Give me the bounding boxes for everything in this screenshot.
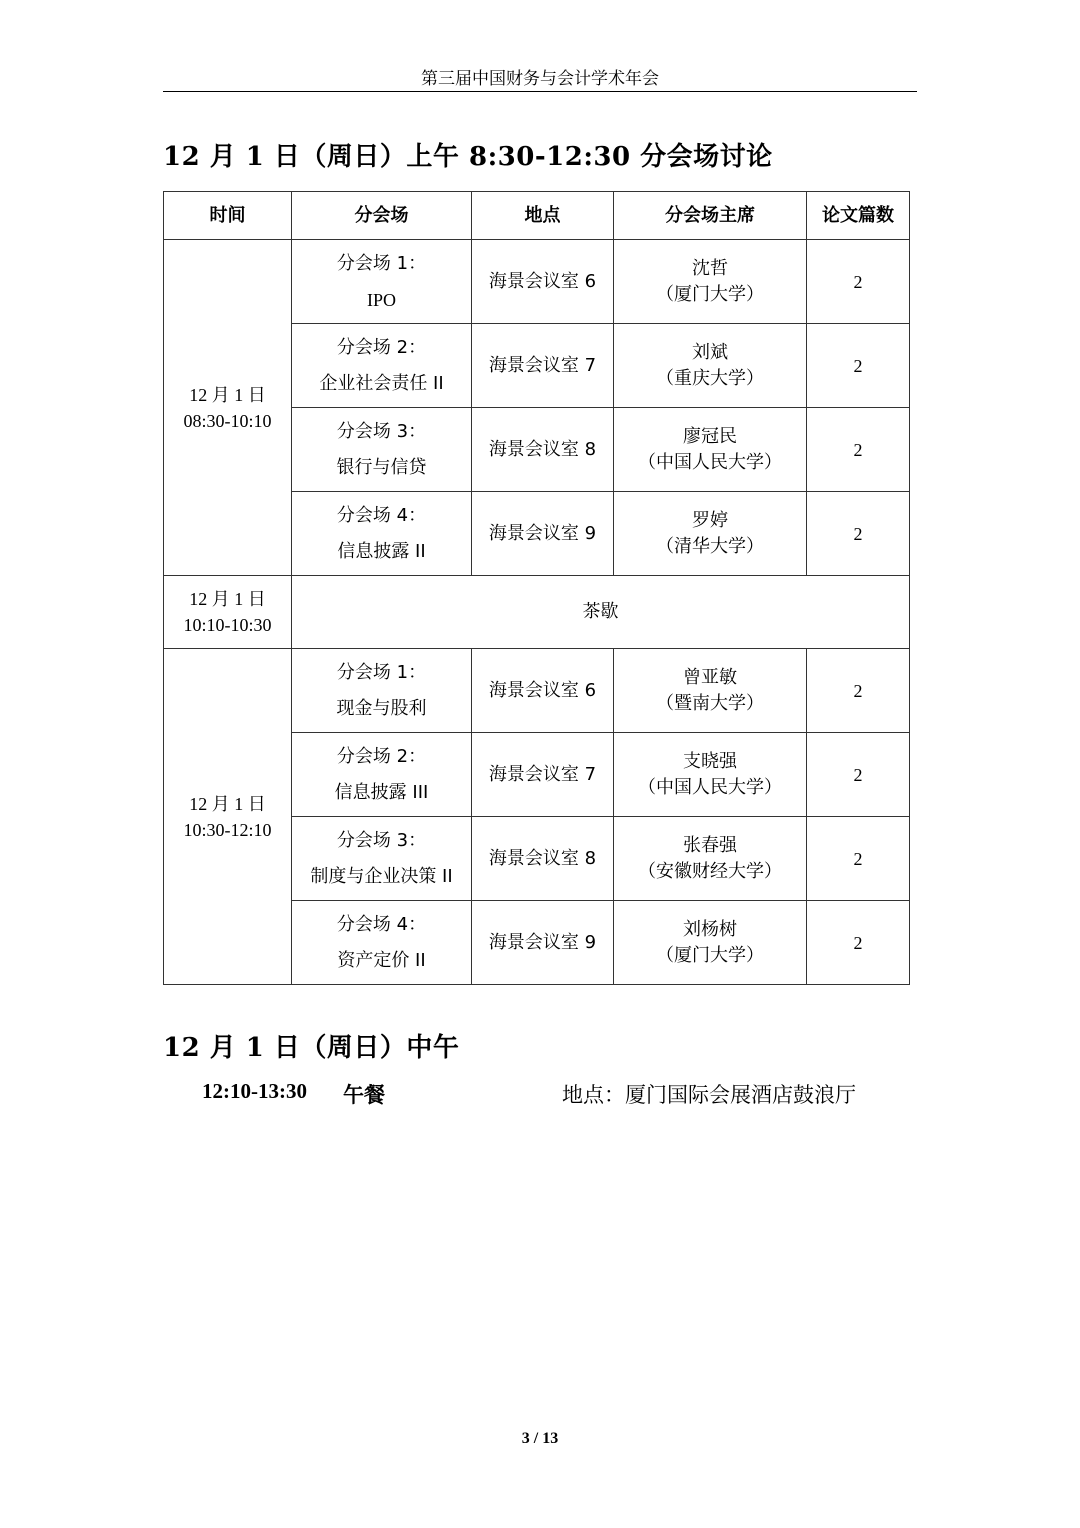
session-label: 分会场 4： (336, 504, 427, 526)
chair-cell (614, 649, 807, 733)
session-label: 分会场 3： (336, 829, 427, 851)
session-label: 分会场 1： (336, 252, 427, 274)
time-cell (164, 240, 292, 576)
chair-name: 罗婷 (692, 509, 728, 531)
page-number: 3 / 13 (521, 1430, 559, 1447)
chair-affiliation: （中国人民大学） (638, 776, 782, 798)
chair-affiliation: （厦门大学） (656, 944, 764, 966)
session-topic: IPO (366, 289, 396, 310)
location-cell: 海景会议室 6 (472, 240, 614, 324)
chair-affiliation: （中国人民大学） (638, 451, 782, 473)
papers-cell: 2 (807, 492, 910, 576)
col-header-location: 地点 (472, 192, 614, 240)
lunch-event: 午餐 (343, 1083, 385, 1107)
session-label: 分会场 2： (336, 745, 427, 767)
session-topic: 企业社会责任 II (319, 372, 444, 394)
chair-cell (614, 408, 807, 492)
session-topic: 银行与信贷 (336, 456, 427, 478)
chair-cell (614, 901, 807, 985)
table-row (164, 649, 910, 733)
time-date: 12 月 1 日 (189, 589, 266, 609)
section-title-noon: 12 月 1 日（周日）中午 (163, 1033, 460, 1063)
session-cell (292, 733, 472, 817)
section-title-morning: 12 月 1 日（周日）上午 8:30-12:30 分会场讨论 (163, 142, 773, 172)
chair-name: 廖冠民 (683, 425, 737, 447)
chair-affiliation: （清华大学） (656, 535, 764, 557)
papers-cell: 2 (807, 408, 910, 492)
time-range: 10:30-12:10 (183, 819, 272, 840)
time-range: 08:30-10:10 (183, 410, 272, 431)
time-cell (164, 576, 292, 649)
time-date: 12 月 1 日 (189, 793, 266, 814)
time-date: 12 月 1 日 (189, 384, 266, 405)
chair-affiliation: （暨南大学） (656, 692, 764, 714)
col-header-session: 分会场 (292, 192, 472, 240)
session-label: 分会场 1： (336, 661, 427, 683)
running-header: 第三届中国财务与会计学术年会 (421, 69, 659, 89)
session-cell (292, 240, 472, 324)
papers-cell: 2 (807, 817, 910, 901)
session-cell (292, 649, 472, 733)
header-rule (163, 91, 917, 92)
chair-name: 支晓强 (683, 750, 737, 772)
session-cell (292, 901, 472, 985)
tea-break-label: 茶歇 (292, 576, 910, 649)
time-cell (164, 649, 292, 985)
chair-name: 刘杨树 (683, 918, 737, 940)
location-cell: 海景会议室 9 (472, 492, 614, 576)
papers-cell: 2 (807, 649, 910, 733)
session-topic: 资产定价 II (337, 949, 426, 971)
session-topic: 制度与企业决策 II (310, 865, 453, 887)
location-cell: 海景会议室 8 (472, 817, 614, 901)
time-range: 10:10-10:30 (183, 615, 272, 635)
papers-cell: 2 (807, 240, 910, 324)
session-cell (292, 408, 472, 492)
chair-affiliation: （厦门大学） (656, 283, 764, 305)
papers-cell: 2 (807, 901, 910, 985)
chair-name: 刘斌 (692, 341, 728, 363)
tea-break-row (164, 576, 910, 649)
chair-cell (614, 817, 807, 901)
session-cell (292, 492, 472, 576)
location-cell: 海景会议室 6 (472, 649, 614, 733)
chair-name: 张春强 (683, 834, 737, 856)
col-header-time: 时间 (164, 192, 292, 240)
chair-cell (614, 240, 807, 324)
chair-affiliation: （重庆大学） (656, 367, 764, 389)
location-cell: 海景会议室 7 (472, 324, 614, 408)
session-label: 分会场 4： (336, 913, 427, 935)
chair-cell (614, 733, 807, 817)
location-cell: 海景会议室 8 (472, 408, 614, 492)
chair-cell (614, 324, 807, 408)
session-label: 分会场 3： (336, 420, 427, 442)
chair-name: 沈哲 (692, 257, 728, 279)
session-cell (292, 324, 472, 408)
session-cell (292, 817, 472, 901)
papers-cell: 2 (807, 324, 910, 408)
schedule-table (163, 191, 910, 985)
chair-affiliation: （安徽财经大学） (638, 860, 782, 882)
col-header-papers: 论文篇数 (807, 192, 910, 240)
lunch-location: 地点：厦门国际会展酒店鼓浪厅 (562, 1083, 856, 1107)
session-topic: 现金与股利 (336, 697, 427, 719)
table-header-row (164, 192, 910, 240)
table-row (164, 240, 910, 324)
papers-cell: 2 (807, 733, 910, 817)
chair-name: 曾亚敏 (683, 666, 737, 688)
lunch-time: 12:10-13:30 (202, 1079, 307, 1103)
session-label: 分会场 2： (336, 336, 427, 358)
session-topic: 信息披露 II (337, 540, 426, 562)
chair-cell (614, 492, 807, 576)
session-topic: 信息披露 III (334, 781, 429, 803)
col-header-chair: 分会场主席 (614, 192, 807, 240)
location-cell: 海景会议室 9 (472, 901, 614, 985)
location-cell: 海景会议室 7 (472, 733, 614, 817)
